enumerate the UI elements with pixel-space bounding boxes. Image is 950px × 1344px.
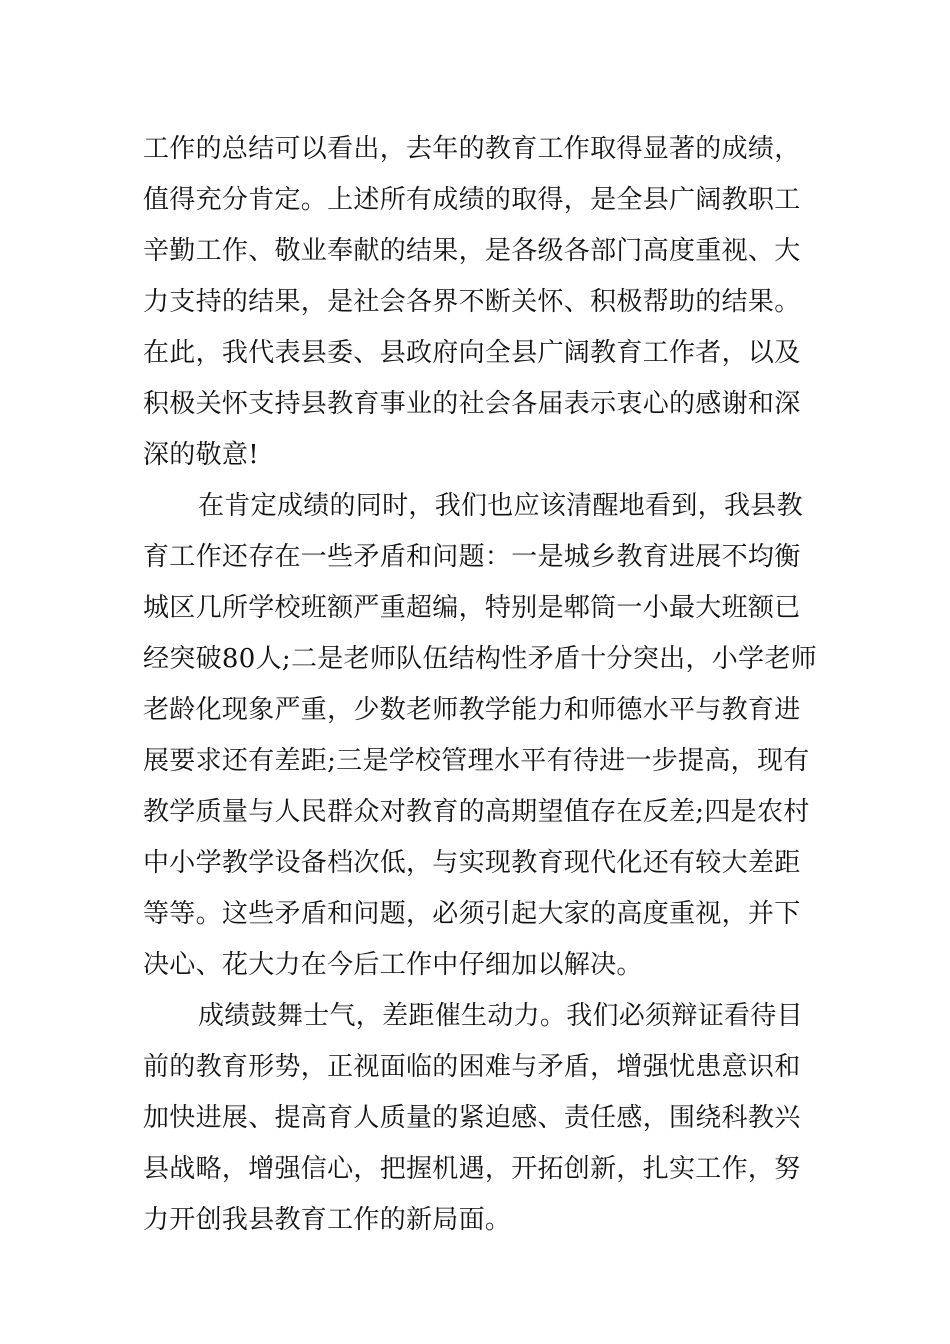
text-line: 决心、花大力在今后工作中仔细加以解决。 bbox=[143, 950, 643, 980]
text-line: 力支持的结果，是社会各界不断关怀、积极帮助的结果。 bbox=[143, 287, 801, 317]
paragraph-first-line: 成绩鼓舞士气，差距催生动力。我们必须辩证看待目 bbox=[198, 1001, 803, 1031]
text-line: 县战略，增强信心，把握机遇，开拓创新，扎实工作，努 bbox=[143, 1154, 801, 1184]
text-line: 经突破80人;二是老师队伍结构性矛盾十分突出，小学老师 bbox=[143, 644, 817, 674]
text-line: 教学质量与人民群众对教育的高期望值存在反差;四是农村 bbox=[143, 797, 810, 827]
text-line: 加快进展、提高育人质量的紧迫感、责任感，围绕科教兴 bbox=[143, 1103, 801, 1133]
text-line: 展要求还有差距;三是学校管理水平有待进一步提高，现有 bbox=[143, 746, 810, 776]
text-line: 工作的总结可以看出，去年的教育工作取得显著的成绩， bbox=[143, 134, 801, 164]
text-line: 在此，我代表县委、县政府向全县广阔教育工作者，以及 bbox=[143, 338, 801, 368]
text-line: 力开创我县教育工作的新局面。 bbox=[143, 1205, 512, 1235]
text-line: 老龄化现象严重，少数老师教学能力和师德水平与教育进 bbox=[143, 695, 801, 725]
text-line: 城区几所学校班额严重超编，特别是郫筒一小最大班额已 bbox=[143, 593, 801, 623]
text-line: 育工作还存在一些矛盾和问题：一是城乡教育进展不均衡 bbox=[143, 542, 801, 572]
text-line: 等等。这些矛盾和问题，必须引起大家的高度重视，并下 bbox=[143, 899, 801, 929]
text-line: 积极关怀支持县教育事业的社会各届表示衷心的感谢和深 bbox=[143, 389, 801, 419]
text-line: 辛勤工作、敬业奉献的结果，是各级各部门高度重视、大 bbox=[143, 236, 801, 266]
text-line: 中小学教学设备档次低，与实现教育现代化还有较大差距 bbox=[143, 848, 801, 878]
paragraph-first-line: 在肯定成绩的同时，我们也应该清醒地看到，我县教 bbox=[198, 491, 803, 521]
document-body-text bbox=[143, 124, 817, 1246]
text-line: 值得充分肯定。上述所有成绩的取得，是全县广阔教职工 bbox=[143, 185, 801, 215]
text-line: 前的教育形势，正视面临的困难与矛盾，增强忧患意识和 bbox=[143, 1052, 801, 1082]
text-line: 深的敬意! bbox=[143, 440, 259, 470]
